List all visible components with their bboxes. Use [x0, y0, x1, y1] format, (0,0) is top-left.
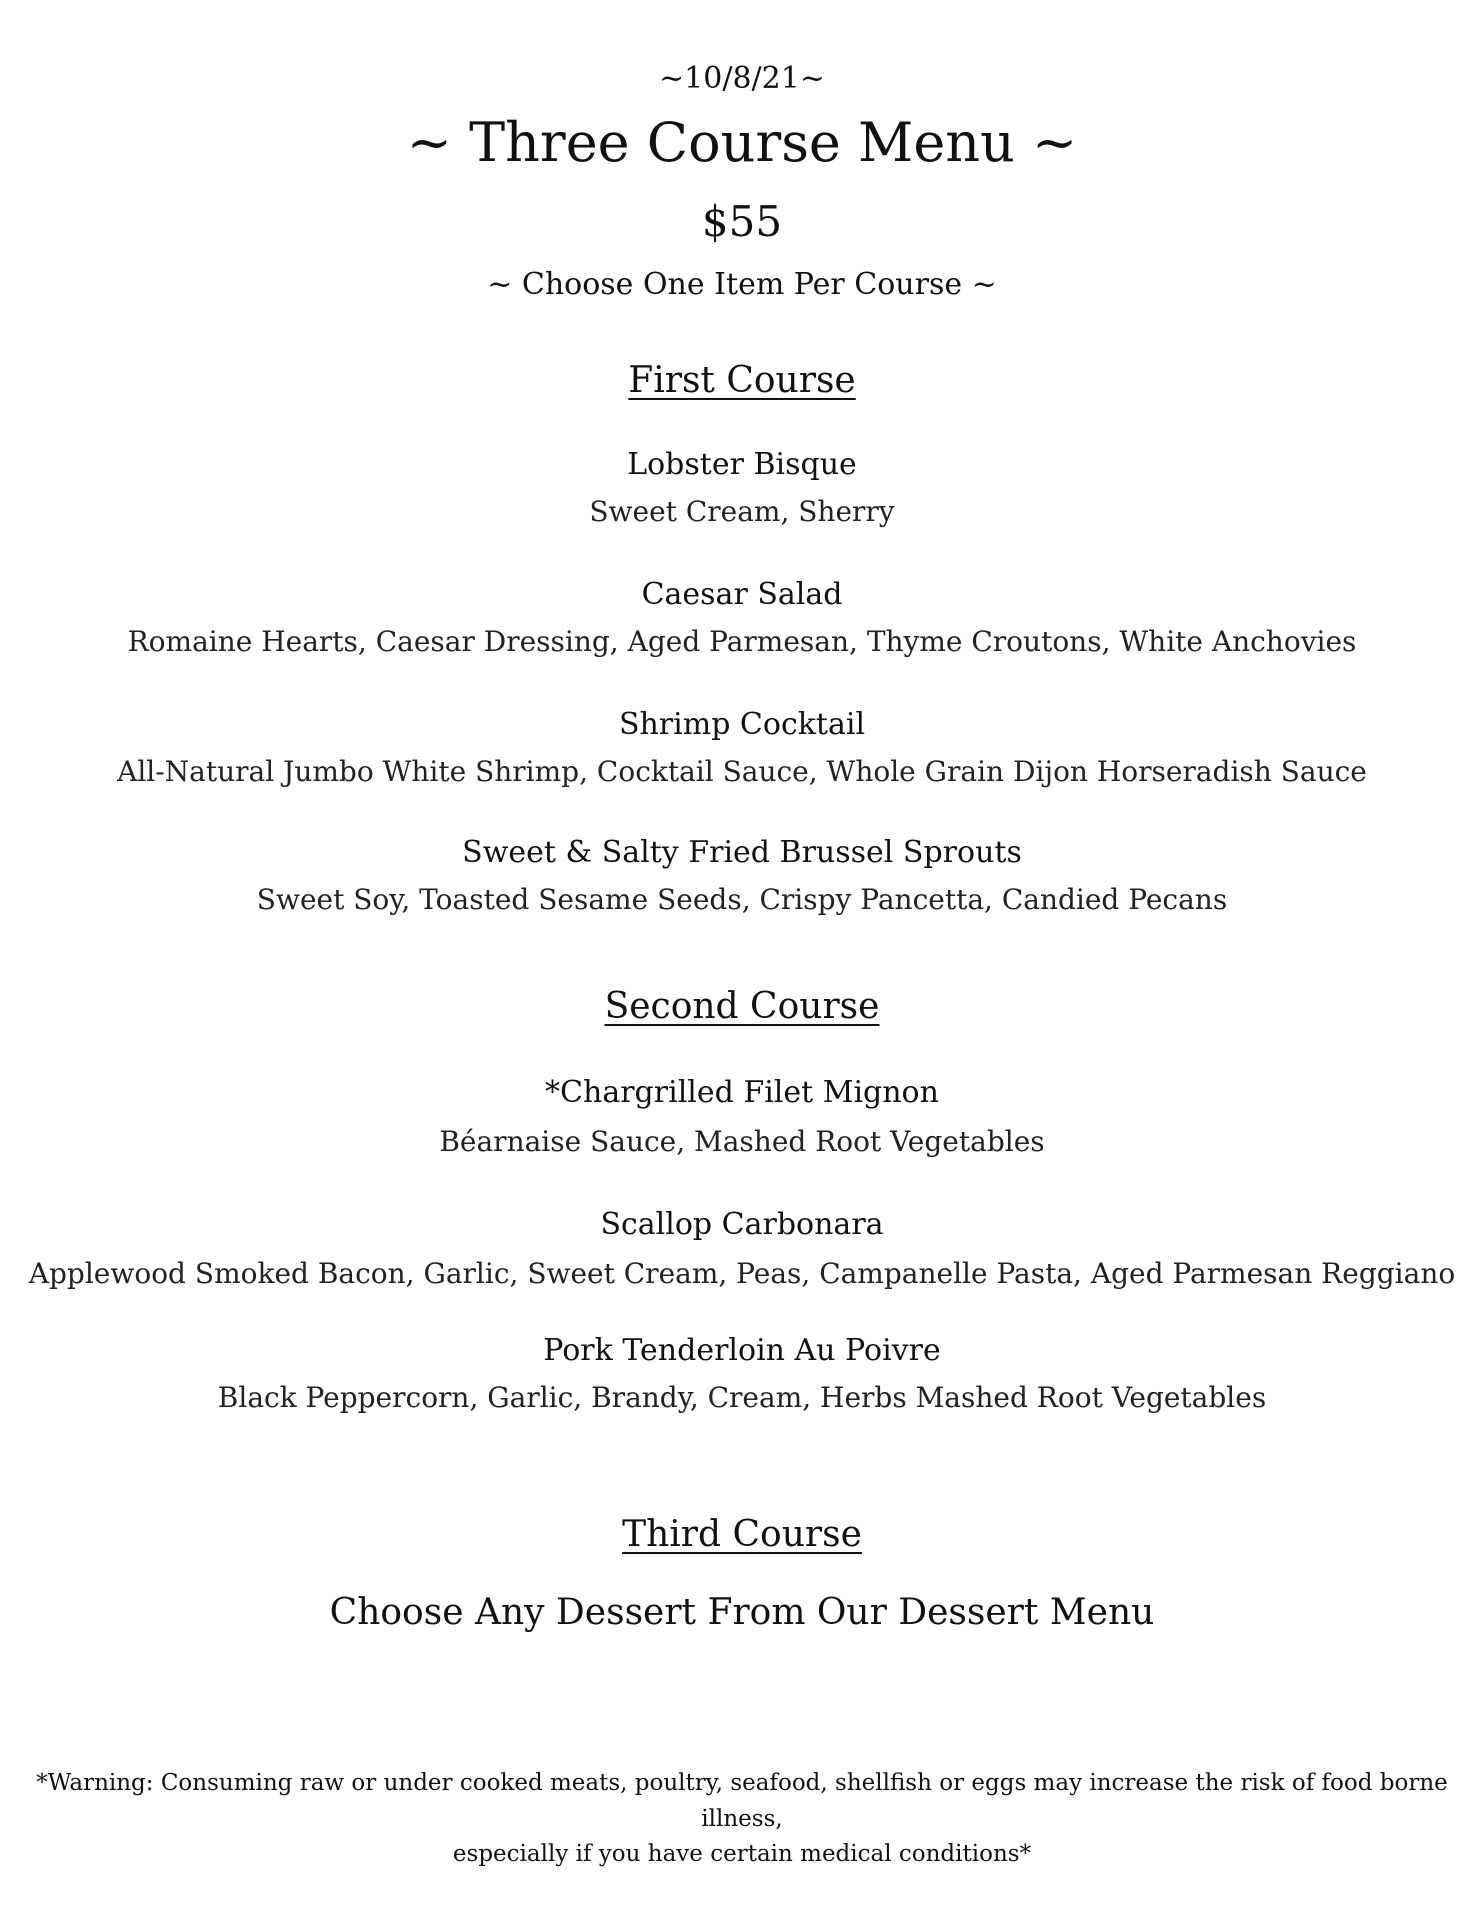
menu-item-description: All-Natural Jumbo White Shrimp, Cocktail Sauce, Whole Grain Dijon Horseradish Sauce [117, 755, 1367, 788]
menu-date: ~10/8/21~ [659, 61, 825, 96]
menu-item-description: Béarnaise Sauce, Mashed Root Vegetables [439, 1125, 1045, 1158]
menu-item-name: Scallop Carbonara [600, 1207, 884, 1242]
menu-item-description: Romaine Hearts, Caesar Dressing, Aged Parmesan, Thyme Croutons, White Anchovies [127, 625, 1357, 658]
menu-item-name: Lobster Bisque [627, 447, 857, 482]
menu-item-name: Caesar Salad [641, 577, 843, 612]
menu-title: ~ Three Course Menu ~ [406, 111, 1078, 174]
menu-item-name: *Chargrilled Filet Mignon [545, 1075, 939, 1110]
menu-item-description: Sweet Soy, Toasted Sesame Seeds, Crispy Pancetta, Candied Pecans [256, 883, 1228, 916]
menu-price: $55 [701, 197, 783, 246]
dessert-note: Choose Any Dessert From Our Dessert Menu [329, 1592, 1155, 1633]
menu-item-name: Sweet & Salty Fried Brussel Sprouts [462, 835, 1022, 870]
first-course-heading: First Course [628, 360, 856, 401]
menu-item-description: Sweet Cream, Sherry [589, 495, 895, 528]
menu-item-description: Applewood Smoked Bacon, Garlic, Sweet Cream, Peas, Campanelle Pasta, Aged Parmesan Reggiano [28, 1257, 1456, 1290]
third-course-heading: Third Course [622, 1514, 862, 1555]
menu-instruction: ~ Choose One Item Per Course ~ [487, 267, 997, 302]
menu-item-name: Pork Tenderloin Au Poivre [543, 1333, 941, 1368]
menu-item-description: Black Peppercorn, Garlic, Brandy, Cream, Herbs Mashed Root Vegetables [217, 1381, 1267, 1414]
second-course-heading: Second Course [604, 986, 880, 1027]
menu-item-name: Shrimp Cocktail [618, 707, 866, 742]
warning-line-1: *Warning: Consuming raw or under cooked meats, poultry, seafood, shellfish or eggs may increase the risk of food borne illness, [36, 1770, 1448, 1832]
health-warning [20, 1766, 1464, 1873]
warning-line-2: especially if you have certain medical conditions* [452, 1841, 1032, 1868]
